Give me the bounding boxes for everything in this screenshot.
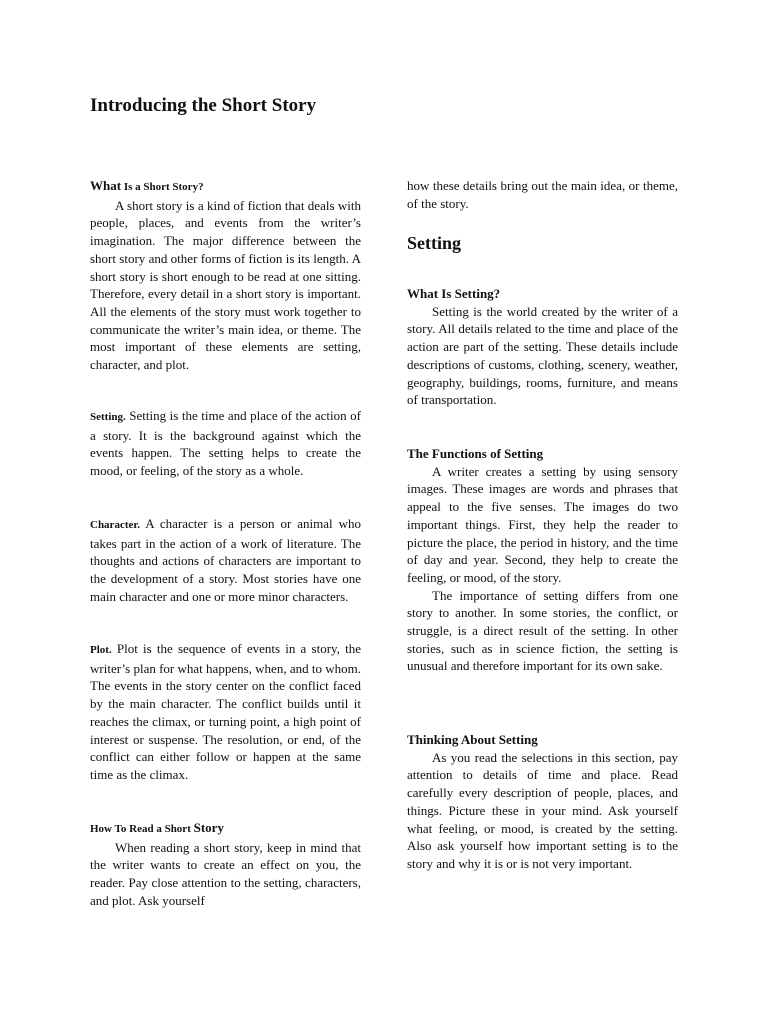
setting-section-heading: Setting	[407, 233, 461, 253]
setting-body: Setting is the time and place of the action of a story. It is the background against which the events happen. The setting helps to create the mood, or feeling, of the story as a whole.	[90, 408, 361, 479]
heading-rest: Is a Short Story?	[123, 181, 204, 193]
continuation-paragraph: how these details bring out the main idea, or theme, of the story.	[407, 178, 678, 211]
what-is-setting-heading: What Is Setting?	[407, 286, 501, 301]
what-is-setting-body: Setting is the world created by the writer of a story. All details related to the time and place of the action are part of the setting. These details include descriptions of customs, clothing, scenery, weather, geography, buildings, rooms, furniture, and means of transportation.	[407, 303, 678, 408]
page-title: Introducing the Short Story	[90, 95, 317, 116]
setting-paragraph	[90, 407, 361, 480]
heading-word: Story	[193, 820, 224, 835]
what-is-short-story-section	[90, 177, 361, 374]
heading-word: What	[90, 178, 122, 193]
functions-body-2: The importance of setting differs from one story to another. In some stories, the conflict, or struggle, is a direct result of the setting. In other stories, such as in science fiction, the setting is unusual and therefore important for its own sake.	[407, 587, 678, 674]
setting-section-heading-wrap	[407, 231, 678, 255]
character-definition	[90, 515, 361, 606]
continuation-text	[407, 177, 678, 212]
thinking-about-setting-heading: Thinking About Setting	[407, 732, 538, 747]
functions-of-setting-section	[407, 445, 678, 675]
functions-body-1: A writer creates a setting by using sensory images. These images are words and phrases that appeal to the five senses. The images do two important things. First, they help the reader to picture the place, the period in history, and the time of day and year. Second, they help to create the feeling, or mood, of the story.	[407, 463, 678, 585]
functions-of-setting-heading: The Functions of Setting	[407, 446, 544, 461]
what-is-short-story-body: A short story is a kind of fiction that deals with people, places, and events from the writer’s imagination. The major difference between the short story and other forms of fiction is its length. A short story is short enough to be read at one sitting. Therefore, every detail in a short story is important. All the elements of the story must work together to communicate the writer’s main idea, or theme. The most important of these elements are setting, character, and plot.	[90, 197, 361, 373]
heading-rest: How To Read a Short	[90, 823, 191, 835]
what-is-setting-section	[407, 285, 678, 409]
character-body: A character is a person or animal who takes part in the action of a work of literature. The thoughts and actions of characters are important to the development of a story. Most stories have one main character and one or more minor characters.	[90, 516, 361, 604]
how-to-read-heading	[90, 819, 361, 839]
thinking-about-setting-section	[407, 731, 678, 873]
setting-label: Setting.	[90, 411, 126, 423]
how-to-read-section	[90, 819, 361, 910]
character-label: Character.	[90, 519, 140, 531]
how-to-read-body: When reading a short story, keep in mind that the writer wants to create an effect on you, the reader. Pay close attention to the setting, characters, and plot. Ask yourself	[90, 839, 361, 908]
plot-definition	[90, 640, 361, 784]
what-is-short-story-heading	[90, 177, 361, 197]
plot-body: Plot is the sequence of events in a story, the writer’s plan for what happens, when, and to whom. The events in the story center on the conflict faced by the main character. The conflict builds until it reaches the climax, or turning point, a high point of interest or suspense. The resolution, or end, of the conflict can either follow or happen at the same time as the climax.	[90, 641, 362, 782]
plot-label: Plot.	[90, 644, 112, 656]
thinking-body: As you read the selections in this section, pay attention to details of time and place. Read carefully every description of people, places, and things. Picture these in your mind. Ask yourself what feeling, or mood, is created by the setting. Also ask yourself how important setting is to the story and why it is or is not very important.	[407, 749, 678, 871]
plot-paragraph	[90, 640, 361, 784]
setting-definition	[90, 407, 361, 480]
character-paragraph	[90, 515, 361, 606]
